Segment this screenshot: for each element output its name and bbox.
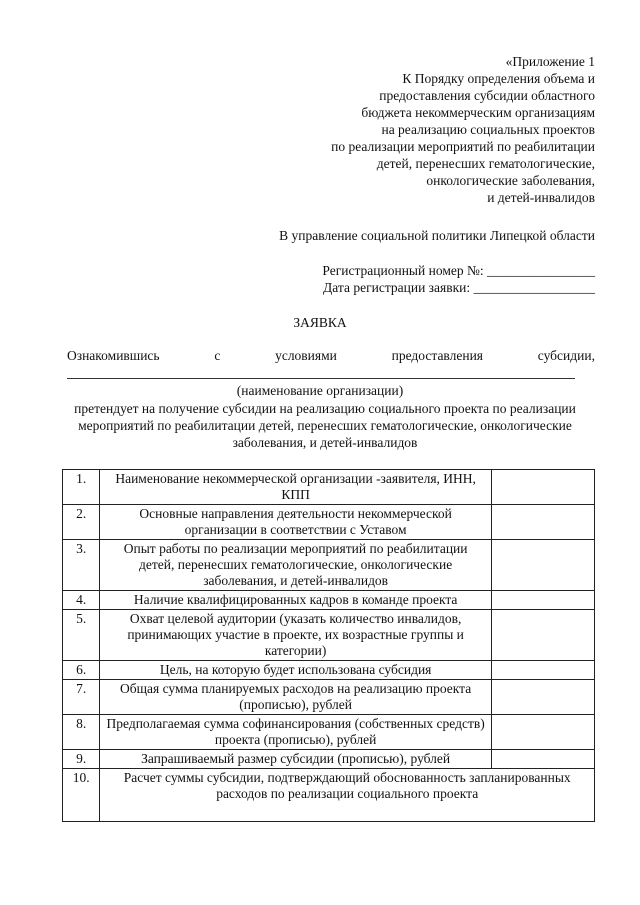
row-label: Опыт работы по реализации мероприятий по реабилитации детей, перенесших гематологические, онкологические заболевания, и детей-инвалидов (100, 540, 491, 591)
row-number: 10. (63, 769, 100, 822)
row-number: 2. (63, 505, 100, 540)
purpose-text: претендует на получение субсидии на реализацию социального проекта по реализации мероприятий по реабилитации детей, перенесших гематологические, онкологические заболевания, и детей-инвалидов (74, 401, 576, 450)
row-label: Наличие квалифицированных кадров в команде проекта (100, 591, 491, 610)
row-value-cell[interactable] (491, 540, 594, 591)
intro-word: предоставления (391, 348, 484, 363)
page-title: ЗАЯВКА (293, 315, 347, 330)
table-row (63, 470, 595, 505)
row-label: Запрашиваемый размер субсидии (прописью), рублей (100, 750, 491, 769)
row-value-cell[interactable] (491, 715, 594, 750)
row-value-cell[interactable] (491, 610, 594, 661)
intro-word: субсидии, (537, 348, 595, 363)
appendix-header (265, 53, 595, 206)
intro-line (67, 347, 595, 364)
table-row (63, 505, 595, 540)
organization-name-blank[interactable] (67, 378, 575, 379)
table-row (63, 715, 595, 750)
row-value-cell[interactable] (491, 505, 594, 540)
row-label: Охват целевой аудитории (указать количество инвалидов, принимающих участие в проекте, их возрастные группы и категории) (100, 610, 491, 661)
table-row (63, 750, 595, 769)
appendix-line: «Приложение 1 (505, 54, 595, 69)
appendix-line: К Порядку определения объема и (402, 71, 595, 86)
row-number: 1. (63, 470, 100, 505)
row-label[interactable]: Расчет суммы субсидии, подтверждающий обоснованность запланированных расходов по реализации социального проекта (100, 769, 595, 822)
intro-word: с (214, 348, 221, 363)
row-number: 4. (63, 591, 100, 610)
registration-block (322, 262, 595, 296)
row-label: Основные направления деятельности некоммерческой организации в соответствии с Уставом (100, 505, 491, 540)
appendix-line: онкологические заболевания, (426, 173, 595, 188)
appendix-line: детей, перенесших гематологические, (376, 156, 595, 171)
row-value-cell[interactable] (491, 591, 594, 610)
intro-word: условиями (275, 348, 337, 363)
row-value-cell[interactable] (491, 750, 594, 769)
row-value-cell[interactable] (491, 470, 594, 505)
table-row (63, 769, 595, 822)
appendix-line: на реализацию социальных проектов (381, 122, 595, 137)
appendix-line: бюджета некоммерческим организациям (361, 105, 595, 120)
row-label: Предполагаемая сумма софинансирования (собственных средств) проекта (прописью), рублей (100, 715, 491, 750)
application-table (62, 469, 595, 822)
row-number: 6. (63, 661, 100, 680)
appendix-line: предоставления субсидии областного (379, 88, 595, 103)
registration-number: Регистрационный номер №: ________________ (322, 263, 595, 278)
row-number: 8. (63, 715, 100, 750)
table-row (63, 680, 595, 715)
row-label: Цель, на которую будет использована субсидия (100, 661, 491, 680)
row-label: Общая сумма планируемых расходов на реализацию проекта (прописью), рублей (100, 680, 491, 715)
row-number: 5. (63, 610, 100, 661)
row-number: 7. (63, 680, 100, 715)
row-label: Наименование некоммерческой организации -заявителя, ИНН, КПП (100, 470, 491, 505)
registration-date: Дата регистрации заявки: __________________ (323, 280, 595, 295)
intro-word: Ознакомившись (67, 348, 160, 363)
organization-caption: (наименование организации) (236, 383, 404, 398)
appendix-line: по реализации мероприятий по реабилитации (331, 139, 595, 154)
table-row (63, 591, 595, 610)
table-row (63, 540, 595, 591)
addressee: В управление социальной политики Липецкой области (279, 228, 595, 243)
appendix-line: и детей-инвалидов (487, 190, 595, 205)
table-row (63, 661, 595, 680)
table-row (63, 610, 595, 661)
row-value-cell[interactable] (491, 680, 594, 715)
row-number: 3. (63, 540, 100, 591)
row-number: 9. (63, 750, 100, 769)
row-value-cell[interactable] (491, 661, 594, 680)
